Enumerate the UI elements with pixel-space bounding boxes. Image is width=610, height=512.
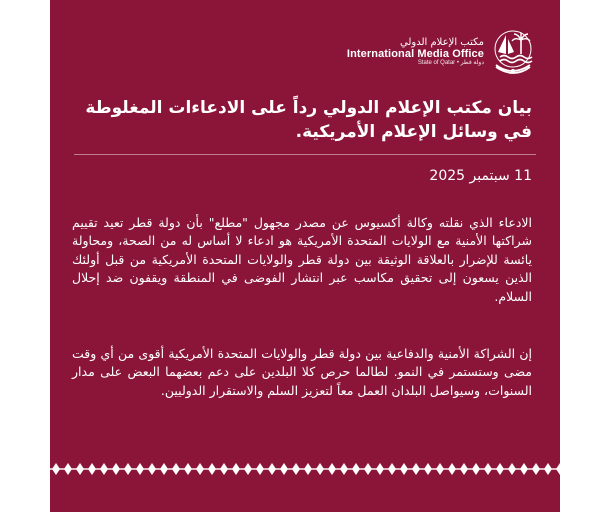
statement-paragraph-2: إن الشراكة الأمنية والدفاعية بين دولة قطر والولايات المتحدة الأمريكية أقوى من أي وقت مضى وستستمر في النمو. لطالما حرص كلا البلدين على دعم بعضهما البعض على مدار السنوات، وسيواصل البلدان العمل معاً لتعزيز السلم والاستقرار الدوليين. [72, 346, 532, 398]
statement-paragraph-1: الادعاء الذي نقلته وكالة أكسيوس عن مصدر مجهول "مطلع" بأن دولة قطر تعيد تقييم شراكتها الأمنية مع الولايات المتحدة الأمريكية هو ادعاء لا أساس له من الصحة، ومحاولة يائسة للإضرار بالعلاقة الوثيقة بين دولة قطر والولايات المتحدة الأمريكية من قبل أولئك الذين يسعون إلى تحقيق مكاسب عبر انتشار الفوضى في المنطقة ويقفون ضد إحلال السلام. [72, 215, 532, 304]
logo-arabic-name: مكتب الإعلام الدولي [400, 37, 484, 49]
title-divider [74, 154, 536, 155]
logo-english-name: International Media Office [346, 48, 484, 61]
qatar-emblem-icon [492, 27, 534, 77]
logo-subline: State of Qatar • دولة قطر [417, 60, 484, 67]
statement-title: بيان مكتب الإعلام الدولي رداً على الادعاءات المغلوطة في وسائل الإعلام الأمريكية. [85, 98, 532, 142]
statement-date: 11 سبتمبر 2025 [429, 168, 532, 184]
international-media-office-logo [347, 22, 534, 82]
logo-text [347, 37, 484, 67]
statement-card [50, 0, 560, 512]
decorative-border-pattern [50, 461, 560, 477]
